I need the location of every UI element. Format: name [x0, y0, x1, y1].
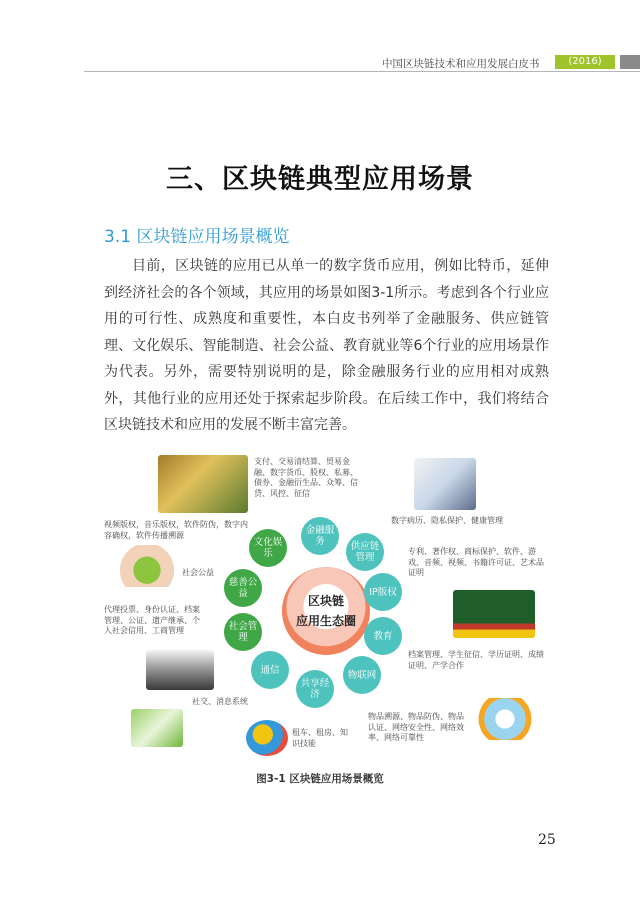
running-header-year: (2016)	[555, 55, 615, 69]
note-finance: 支付、交易清结算、贸易金融、数字货币、股权、私募、债券、金融衍生品、众筹、信贷、风控、征信	[254, 457, 358, 498]
note-social-management: 代理投票、身份认证、档案管理、公证、遗产继承、个人社会信用、工商管理	[104, 605, 200, 635]
application-ecosystem-figure	[96, 450, 546, 772]
node-culture-entertainment: 文化娱乐	[249, 529, 287, 567]
header-rule	[84, 71, 640, 72]
node-charity: 慈善公益	[224, 569, 262, 607]
meeting-table-image	[146, 650, 214, 690]
puzzle-people-image	[246, 720, 288, 756]
center-title: 区块链	[307, 594, 344, 608]
section-title: 3.1 区块链应用场景概览	[104, 227, 290, 247]
figure-caption: 图3-1 区块链应用场景概览	[256, 773, 384, 785]
stethoscope-image	[414, 458, 476, 510]
header-gray-tab	[620, 55, 640, 69]
note-iot: 物品溯源、物品防伪、物品认证、网络安全性、网络效率、网络可靠性	[368, 712, 464, 742]
note-education: 档案管理、学生征信、学历证明、成绩证明、产学合作	[408, 650, 544, 670]
note-communication: 社交、消息系统	[192, 697, 248, 706]
body-paragraph: 目前，区块链的应用已从单一的数字货币应用，例如比特币，延伸到经济社会的各个领域，其应用的场景如图3-1所示。考虑到各个行业应用的可行性、成熟度和重要性，本白皮书列举了金融服务、供应链管理、文化娱乐、智能制造、社会公益、教育就业等6个行业的应用场景作为代表。另外，需要特别说明的是，除金融服务行业的应用相对成熟外，其他行业的应用还处于探索起步阶段。在后续工作中，我们将结合区块链技术和应用的发展不断丰富完善。	[104, 258, 549, 433]
node-education: 教育	[364, 617, 402, 655]
social-network-image	[131, 709, 183, 747]
note-charity: 社会公益	[182, 568, 214, 577]
node-social-management: 社会管理	[224, 613, 262, 651]
node-ip-copyright: IP版权	[364, 573, 402, 611]
center-subtitle: 应用生态圈	[295, 614, 356, 628]
note-sharing-economy: 租车、租房、知识技能	[292, 728, 348, 748]
chapter-title: 三、区块链典型应用场景	[166, 164, 474, 195]
chalkboard-books-image	[453, 590, 535, 638]
note-culture: 视频版权，音乐版权，软件防伪，数字内容确权，软件传播溯源	[104, 520, 248, 540]
page-number: 25	[538, 832, 556, 848]
note-ip: 专利、著作权、商标保护、软件、游戏、音频、视频、书籍许可证、艺术品证明	[408, 547, 544, 577]
hands-globe-image	[118, 545, 176, 587]
node-iot: 物联网	[343, 656, 381, 694]
node-supply-chain: 供应链管理	[346, 533, 384, 571]
running-header-title: 中国区块链技术和应用发展白皮书	[382, 58, 540, 70]
iot-icons-image	[474, 698, 536, 740]
ecosystem-center	[282, 567, 370, 655]
coins-bags-image	[158, 455, 248, 513]
node-finance: 金融服务	[301, 517, 339, 555]
note-health: 数字病历、隐私保护、健康管理	[391, 516, 503, 525]
node-communication: 通信	[251, 651, 289, 689]
node-sharing-economy: 共享经济	[296, 670, 334, 708]
